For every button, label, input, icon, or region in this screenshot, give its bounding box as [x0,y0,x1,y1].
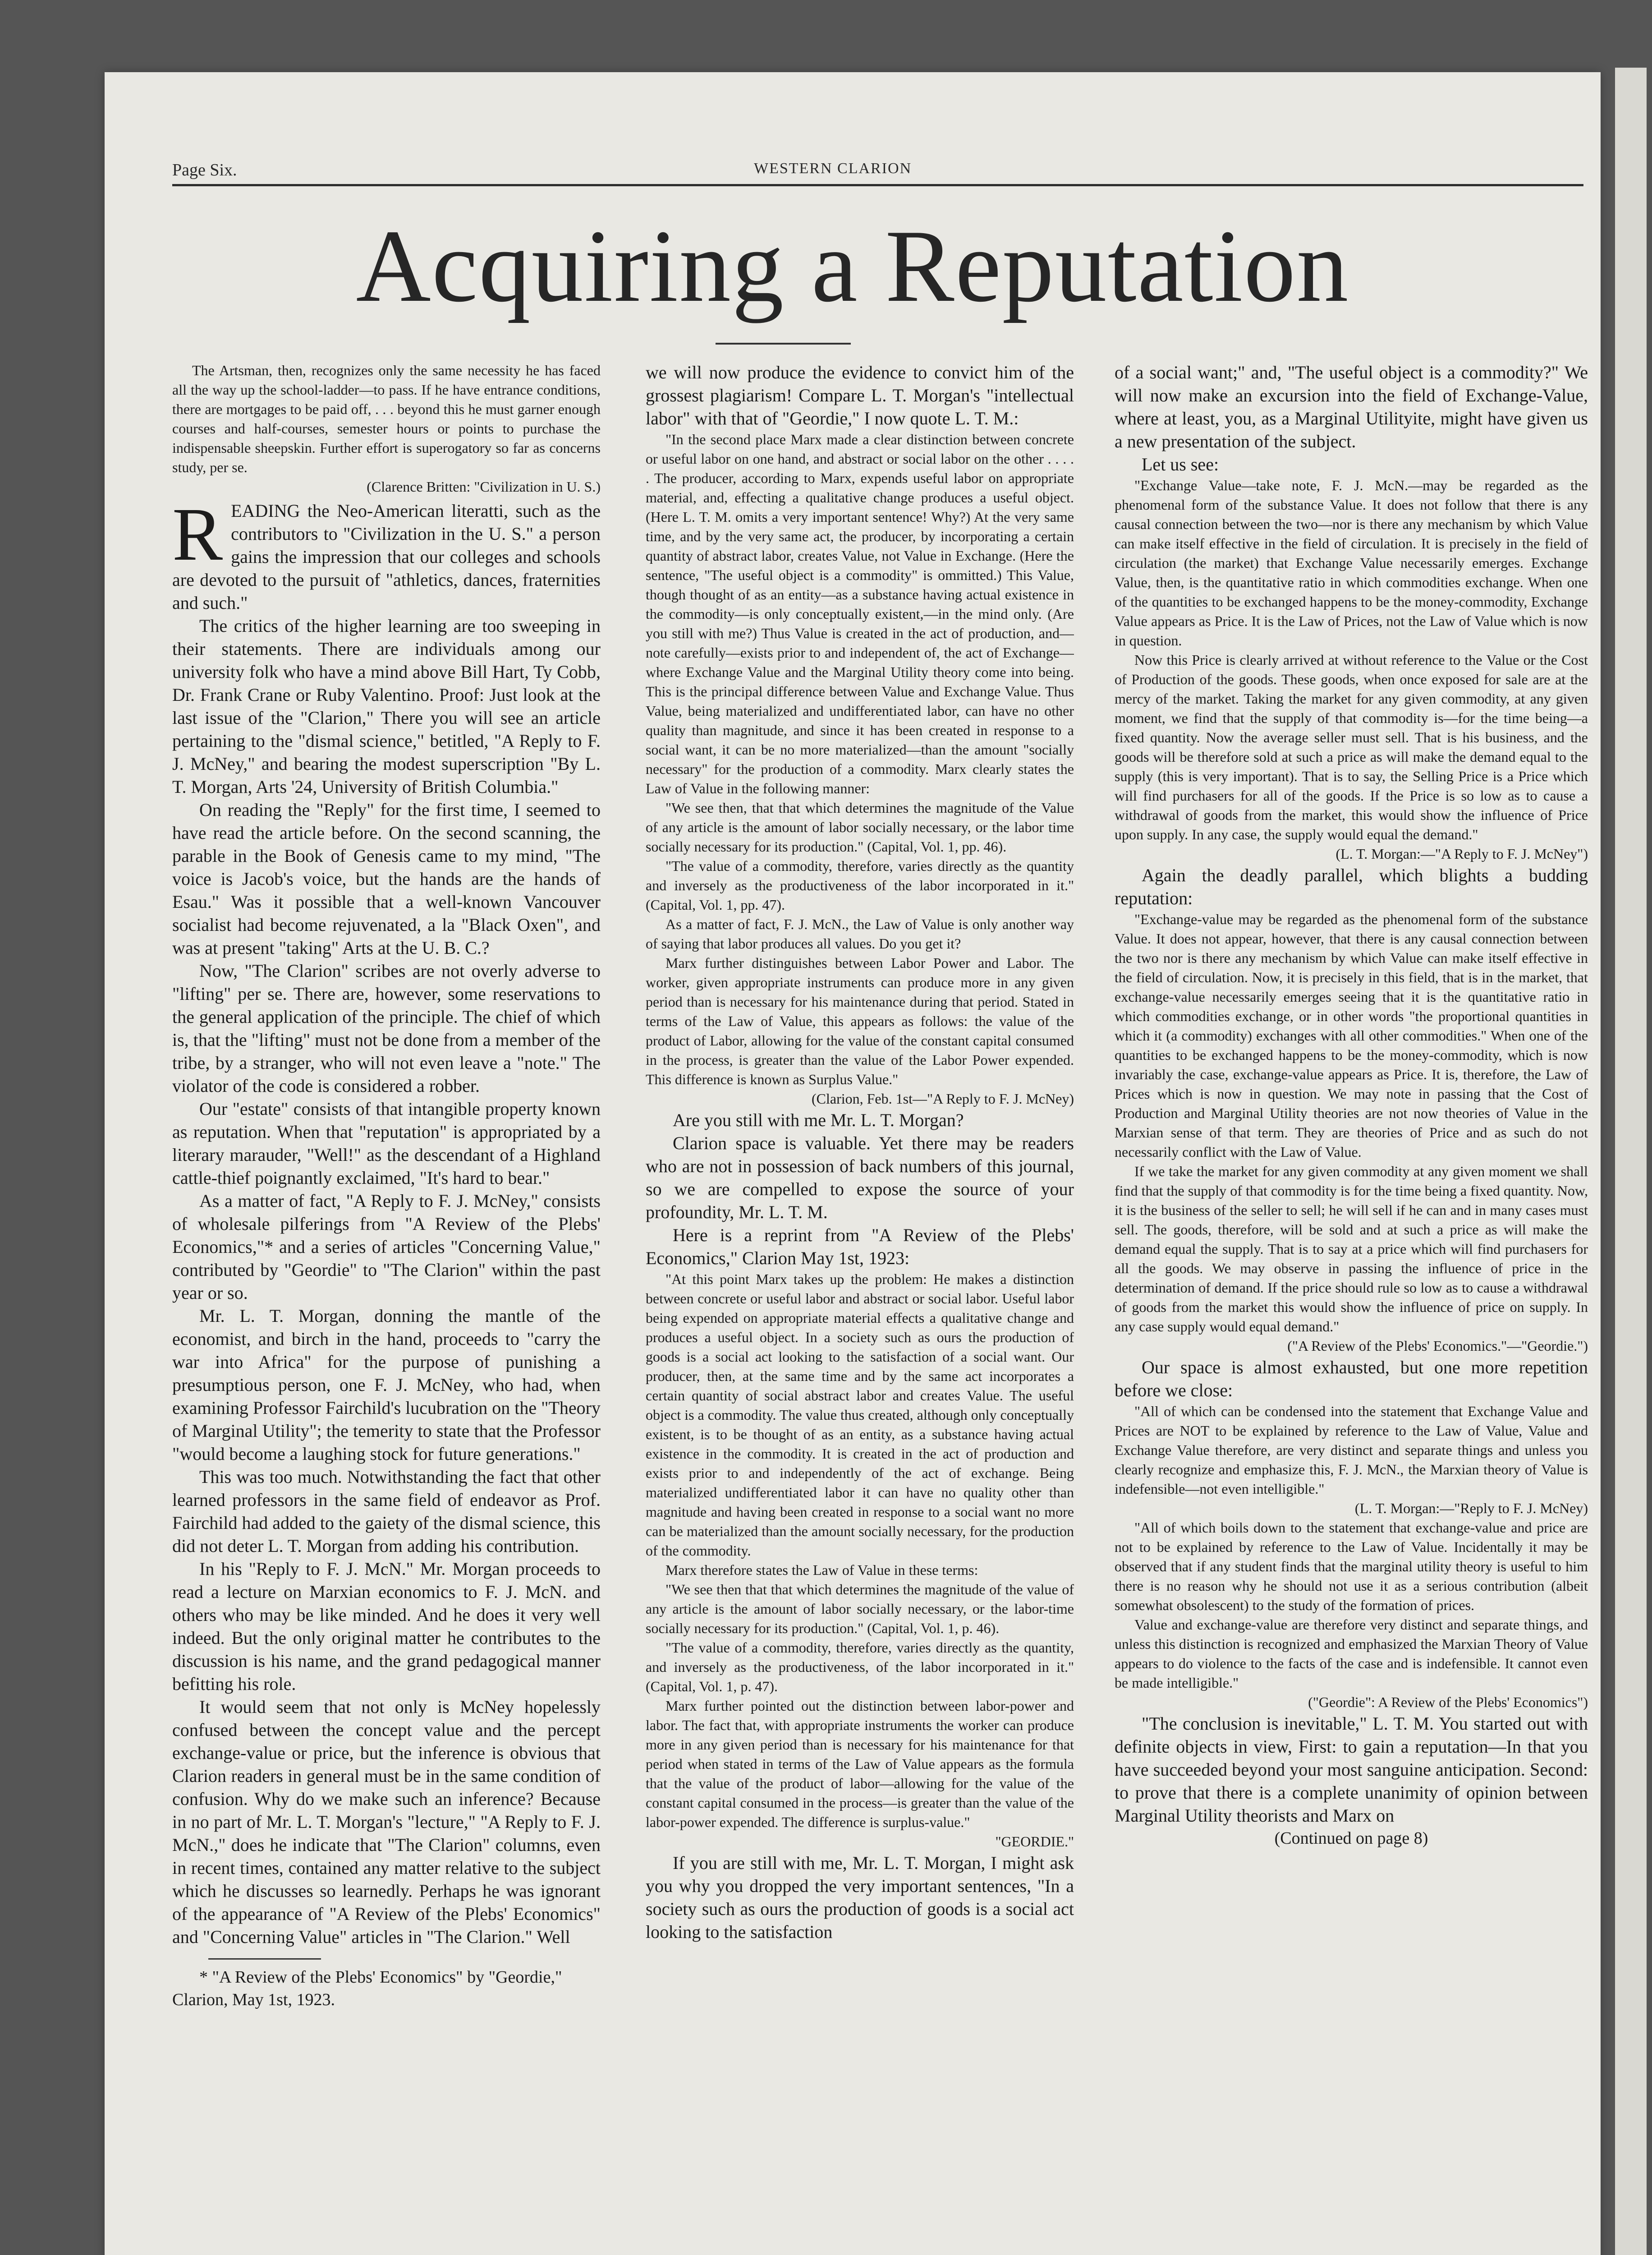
citation: ("A Review of the Plebs' Economics."—"Geordie.") [1287,1338,1588,1354]
quoted-paragraph: "At this point Marx takes up the problem: He makes a distinction between concrete or useful labor and abstract or social labor. Useful labor being expended on appropriate material effects a qualitative change and produces a useful object. In a society such as ours the production of goods is a social act looking to the satisfaction of a social want. Our producer, then, at the same time and by the same act incorporates a certain quantity of social abstract labor and creates Value. The useful object is a commodity. The value thus created, although only conceptually existent, is to be thought of as an entity, as a substance having actual existence in the commodity. It is created in the act of production and exists prior to and independently of the act of exchange. Being materialized undifferentiated labor it can have no quality other than magnitude and having been created in response to a social want no more can be materialized than the amount socially necessary, for the production of the commodity. [646,1271,1074,1559]
paragraph: On reading the "Reply" for the first time, I seemed to have read the article before. On the second scanning, the parable in the Book of Genesis came to my mind, "The voice is Jacob's voice, but the hands are the hands of Esau." Was it possible that a well-known Vancouver socialist had become rejuvenated, a la "Black Oxen", and was at present "taking" Arts at the U. B. C.? [172,800,601,958]
epigraph: The Artsman, then, recognizes only the same necessity he has faced all the way up the school-ladder—to pass. If he have entrance conditions, there are mortgages to be paid off, . . . beyond this he must garner enough courses and half-courses, semester hours or points to purchase the indispensable sheepskin. Further effort is superogatory so far as concerns study, per se. [172,362,601,475]
paragraph: of a social want;" and, "The useful object is a commodity?" We will now make an excursion into the field of Exchange-Value, where at least, you, as a Marginal Utilityite, might have given us a new presentation of the subject. [1115,362,1588,451]
quoted-paragraph: "The value of a commodity, therefore, varies directly as the quantity and inversely as the productiveness of the labor incorporated in it." (Capital, Vol. 1, pp. 47). [646,858,1074,913]
quoted-paragraph: "We see then, that that which determines the magnitude of the Value of any article is the amount of labor socially necessary, or the labor time socially necessary for its production." (Capital, Vol. 1, pp. 46). [646,800,1074,855]
paragraph: It would seem that not only is McNey hopelessly confused between the concept value and the percept exchange-value or price, but the inference is obvious that Clarion readers in general must be in the same condition of confusion. Why do we make such an inference? Because in no part of Mr. L. T. Morgan's "lecture," "A Reply to F. J. McN.," does he indicate that "The Clarion" columns, even in recent times, contained any matter relative to the subject which he discusses so learnedly. Perhaps he was ignorant of the appearance of "A Review of the Plebs' Economics" and "Concerning Value" articles in "The Clarion." Well [172,1697,601,1947]
footnote-rule [208,1958,321,1960]
drop-cap: R [172,492,223,576]
column-2 [646,361,1074,2214]
paragraph: The critics of the higher learning are too sweeping in their statements. There are individuals among our university folk who have a mind above Bill Hart, Ty Cobb, Dr. Frank Crane or Ruby Valentino. Proof: Just look at the last issue of the "Clarion," There you will see an article pertaining to the "dismal science," betitled, "A Reply to F. J. McNey," and bearing the modest superscription "By L. T. Morgan, Arts '24, University of British Columbia." [172,616,601,797]
adjacent-page-edge [1615,68,1647,2255]
quoted-paragraph: Marx therefore states the Law of Value in these terms: [665,1562,978,1578]
quoted-paragraph: "In the second place Marx made a clear distinction between concrete or useful labor on one hand, and abstract or social labor on the other . . . . . The producer, according to Marx, expends useful labor on appropriate material, and, effecting a qualitative change produces a useful object. (Here L. T. M. omits a very important sentence! Why?) At the very same time, and by the very same act, the producer, by incorporating a certain quantity of abstract labor, creates Value, not Value in Exchange. (Here the sentence, "The useful object is a commodity" is ommitted.) This Value, though thought of as an entity—as a substance having actual existence in the commodity—is only conceptually existent,—in the mind only. (Are you still with me?) Thus Value is created in the act of production, and—note carefully—exists prior to and independent of, the act of Exchange—where Exchange Value and the Marginal Utility theory come into being. This is the principal difference between Value and Exchange Value. Thus Value, being materialized and undifferentiated labor, can have no other quality than magnitude, and since it has been created in response to a social want, it can be no more materialized—than the amount "socially necessary" for the production of a commodity. Marx clearly states the Law of Value in the following manner: [646,431,1074,796]
column-3 [1115,361,1588,2214]
quoted-paragraph: Marx further distinguishes between Labor Power and Labor. The worker, given appropriate instruments can produce more in any given period than is necessary for his maintenance during that period. Stated in terms of the Law of Value, this appears as follows: the value of the product of Labor, allowing for the value of the constant capital consumed in the process, is greater than the value of the Labor Power expended. This difference is known as Surplus Value." [646,955,1074,1087]
paragraph: Now, "The Clarion" scribes are not overly adverse to "lifting" per se. There are, however, some reservations to the general application of the principle. The chief of which is, that the "lifting" must not be done from a member of the tribe, by a stranger, who will not even leave a "note." The violator of the code is considered a robber. [172,961,601,1096]
paragraph: Let us see: [1142,454,1219,474]
column-1-paragraphs [172,614,601,1948]
citation: ("Geordie": A Review of the Plebs' Economics") [1308,1694,1588,1710]
running-head [172,160,1583,187]
quoted-paragraph: "The value of a commodity, therefore, varies directly as the quantity, and inversely as the productiveness, of the labor incorporated in it." (Capital, Vol. 1, p. 47). [646,1639,1074,1694]
footnote: * "A Review of the Plebs' Economics" by "Geordie," Clarion, May 1st, 1923. [172,1968,562,2009]
paragraph: Mr. L. T. Morgan, donning the mantle of the economist, and birch in the hand, proceeds to "carry the war into Africa" for the purpose of punishing a presumptious person, one F. J. McNey, who had, when examining Professor Fairchild's lucubration on the "Theory of Marginal Utility"; the temerity to state that the Professor "would become a laughing stock for future generations." [172,1306,601,1464]
quoted-paragraph: Marx further pointed out the distinction between labor-power and labor. The fact that, with appropriate instruments the worker can produce more in any given period than is necessary for his maintenance for that period when stated in terms of the Law of Value appears as the formula that the value of the product of labor—allowing for the value of the constant capital consumed in the process—is greater than the value of the labor-power expended. The difference is surplus-value." [646,1698,1074,1830]
paragraph: If you are still with me, Mr. L. T. Morgan, I might ask you why you dropped the very important sentences, "In a society such as ours the production of goods is a social act looking to the satisfaction [646,1853,1074,1942]
quoted-paragraph: "We see then that that which determines the magnitude of the value of any article is the amount of labor socially necessary, or the labor-time socially necessary for its production." (Capital, Vol. 1, p. 46). [646,1581,1074,1636]
paragraph: Again the deadly parallel, which blights a budding reputation: [1115,865,1588,908]
continued-notice: (Continued on page 8) [1274,1829,1428,1848]
column-1 [172,361,601,2214]
opening-text: EADING the Neo-American literatti, such as the contributors to "Civilization in the U. S." a person gains the impression that our colleges and schools are devoted to the pursuit of "athletics, dances, fraternities and such." [172,501,601,613]
paragraph: Our space is almost exhausted, but one more repetition before we close: [1115,1357,1588,1400]
quoted-paragraph: If we take the market for any given commodity at any given moment we shall find that the supply of that commodity is for the time being a fixed quantity. Now, it is the business of the seller to sell; he will sell if he can and in many cases must sell. The goods, therefore, will be sold and at such a price as will make the demand equal the supply. That is to say at a price which will find purchasers for all the goods. We may observe in passing the influence of price in the determination of demand. If the price should rule so low as to cause a withdrawal of goods from the market this would show the influence of price on supply. In any case supply would equal demand." [1115,1163,1588,1335]
paragraph: As a matter of fact, "A Reply to F. J. McNey," consists of wholesale pilferings from "A Review of the Plebs' Economics,"* and a series of articles "Concerning Value," contributed by "Geordie" to "The Clarion" within the past year or so. [172,1191,601,1303]
title-rule [716,343,851,345]
citation: (L. T. Morgan:—"A Reply to F. J. McNey") [1335,846,1588,862]
opening-paragraph [172,492,601,614]
newspaper-page [105,72,1601,2255]
quoted-paragraph: "Exchange-value may be regarded as the phenomenal form of the substance Value. It does not appear, however, that there is any causal connection between the two nor is there any mechanism by which Value can make itself effective in the field of circulation. Now, it is precisely in this field, that is in the market, that exchange-value necessarily emerges seeing that it is the quantitative ratio in which commodities exchange, or in other words "the proportional quantities in which it (a commodity) exchanges with all other commodities." When one of the quantities to be exchanged happens to be the money-commodity, which is now invariably the case, exchange-value appears as Price. It is, therefore, the Law of Prices which is now in question. We may note in passing that the Cost of Production and Marginal Utility theories are not now theories of Value in the Marxian sense of that term. They are theories of Price and as such do not necessarily conflict with the Law of Value. [1115,911,1588,1160]
header-rule [172,184,1583,186]
quoted-paragraph: Now this Price is clearly arrived at without reference to the Value or the Cost of Production of the goods. These goods, when once exposed for sale are at the mercy of the market. Taking the market for any given commodity, at any given moment, we find that the supply of that commodity is—for the time being—a fixed quantity. Now the average seller must sell. That is his business, and the goods will be therefore sold at such a price as will make the demand equal to the supply (this is very important). That is to say, the Selling Price is a Price which will find purchasers for all of the goods. If the Price is so low as to cause a withdrawal of goods from the market, this would show the influence of Price upon supply. In any case, the supply would equal the demand." [1115,652,1588,842]
paragraph: This was too much. Notwithstanding the fact that other learned professors in the same field of endeavor as Prof. Fairchild had added to the gaiety of the dismal science, this did not deter L. T. Morgan from adding his contribution. [172,1467,601,1556]
quoted-paragraph: As a matter of fact, F. J. McN., the Law of Value is only another way of saying that labor produces all values. Do you get it? [646,916,1074,952]
page-number: Page Six. [172,161,237,179]
paragraph: Are you still with me Mr. L. T. Morgan? [673,1110,964,1130]
paragraph: "The conclusion is inevitable," L. T. M. You started out with definite objects in view, First: to gain a reputation—In that you have succeeded beyond your most sanguine anticipation. Second: to prove that there is a complete unanimity of opinion between Marginal Utility theorists and Marx on [1115,1713,1588,1826]
article-title: Acquiring a Reputation [356,208,1349,323]
paragraph: Here is a reprint from "A Review of the Plebs' Economics," Clarion May 1st, 1923: [646,1225,1074,1268]
citation: "GEORDIE." [995,1833,1074,1850]
paragraph: Our "estate" consists of that intangible property known as reputation. When that "reputation" is appropriated by a literary marauder, "Well!" as the descendant of a Highland cattle-thief poignantly exclaimed, "It's hard to bear." [172,1099,601,1188]
quoted-paragraph: "Exchange Value—take note, F. J. McN.—may be regarded as the phenomenal form of the substance Value. It does not follow that there is any causal connection between the two—nor is there any mechanism by which Value can make itself effective in the field of circulation. It is precisely in the field of circulation (the market) that Exchange Value necessarily emerges. Exchange Value, then, is the quantitative ratio in which commodities exchange. When one of the quantities to be exchanged happens to be the money-commodity, Exchange Value appears as Price. It is the Law of Prices, not the Law of Value which is now in question. [1115,477,1588,649]
quoted-paragraph: Value and exchange-value are therefore very distinct and separate things, and unless this distinction is recognized and emphasized the Marxian Theory of Value appears to do violence to the facts of the case and is indefensible. It cannot even be made intelligible." [1115,1616,1588,1691]
newspaper-name: WESTERN CLARION [754,160,912,177]
citation: (L. T. Morgan:—"Reply to F. J. McNey) [1354,1500,1588,1516]
quoted-paragraph: "All of which boils down to the statement that exchange-value and price are not to be explained by reference to the Law of Value. Incidentally it may be observed that if any student finds that the marginal utility theory is useful to him there is no reason why he should not use it as a serious contribution (albeit somewhat obsolescent) to the study of the formation of prices. [1115,1519,1588,1613]
paragraph: Clarion space is valuable. Yet there may be readers who are not in possession of back numbers of this journal, so we are compelled to expose the source of your profoundity, Mr. L. T. M. [646,1133,1074,1222]
quoted-paragraph: "All of which can be condensed into the statement that Exchange Value and Prices are NOT to be explained by reference to the Law of Value, Value and Exchange Value therefore, are very distinct and separate things and unless you clearly recognize and emphasize this, F. J. McN., the Marxian theory of Value is indefensible—not even intelligible." [1115,1403,1588,1497]
paragraph: we will now produce the evidence to convict him of the grossest plagiarism! Compare L. T. Morgan's "intellectual labor" with that of "Geordie," I now quote L. T. M.: [646,362,1074,428]
paragraph: In his "Reply to F. J. McN." Mr. Morgan proceeds to read a lecture on Marxian economics to F. J. McN. and others who may be like minded. And he does it very well indeed. But the only original matter he contributes to the discussion is his name, and the grand pedagogical manner befitting his role. [172,1559,601,1694]
epigraph-citation: (Clarence Britten: "Civilization in U. S.) [367,479,601,495]
citation: (Clarion, Feb. 1st—"A Reply to F. J. McNey) [811,1091,1074,1107]
